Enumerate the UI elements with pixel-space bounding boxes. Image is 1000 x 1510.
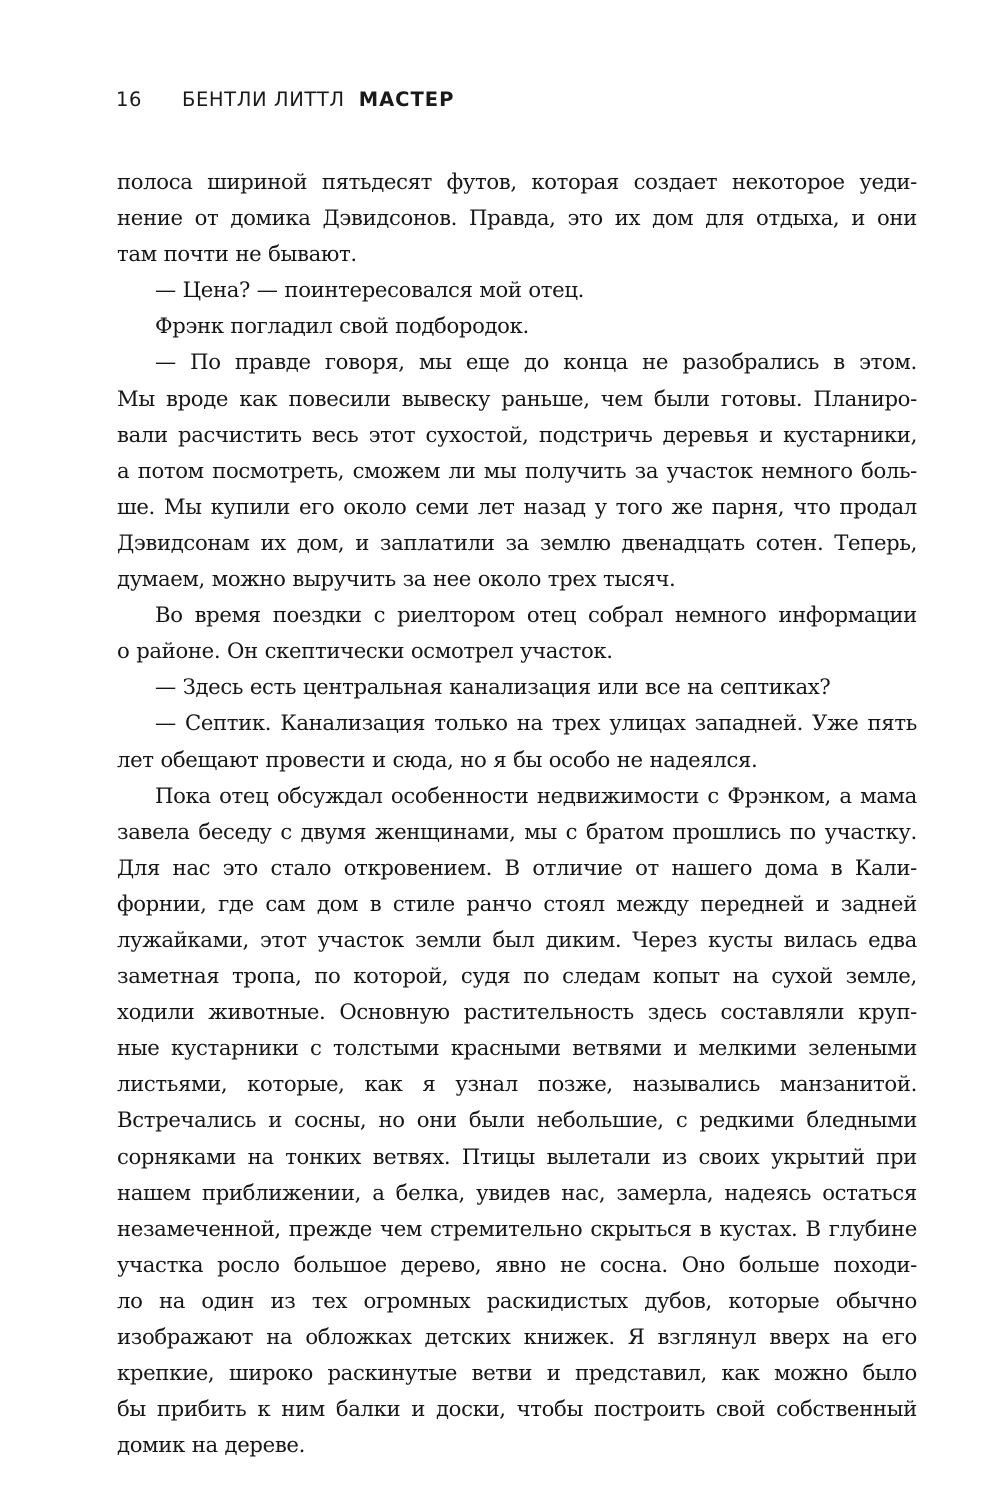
text-line: там почти не бывают. (117, 241, 357, 267)
text-line: нение от домика Дэвидсонов. Правда, это их дом для отдыха, и они (117, 205, 917, 231)
text-line: домик на дереве. (117, 1432, 305, 1458)
text-line: — По правде говоря, мы еще до конца не разобрались в этом. (155, 349, 917, 375)
text-line: лужайками, этот участок земли был диким. Через кусты вилась едва (117, 926, 917, 952)
text-line: — Здесь есть центральная канализация или все на септиках? (155, 674, 831, 700)
author-name: БЕНТЛИ ЛИТТЛ (182, 88, 345, 111)
text-line: бы прибить к ним балки и доски, чтобы построить свой собственный (117, 1396, 917, 1422)
page-number: 16 (116, 88, 143, 111)
text-line: Пока отец обсуждал особенности недвижимости с Фрэнком, а мама (155, 782, 917, 808)
text-line: ходили животные. Основную растительность здесь составляли круп- (117, 999, 917, 1025)
text-line: — Цена? — поинтересовался мой отец. (155, 277, 585, 303)
text-line: завела беседу с двумя женщинами, мы с братом прошлись по участку. (117, 818, 917, 844)
text-line: незамеченной, прежде чем стремительно скрыться в кустах. В глубине (117, 1215, 917, 1241)
text-line: крепкие, широко раскинутые ветви и представил, как можно было (117, 1360, 917, 1386)
text-line: — Септик. Канализация только на трех улицах западней. Уже пять (155, 710, 917, 736)
book-title: МАСТЕР (358, 88, 455, 111)
text-line: ло на один из тех огромных раскидистых дубов, которые обычно (117, 1287, 917, 1313)
text-line: Во время поездки с риелтором отец собрал немного информации (155, 602, 917, 628)
text-line: вали расчистить весь этот сухостой, подстричь деревья и кустарники, (117, 421, 917, 447)
text-line: ные кустарники с толстыми красными ветвями и мелкими зелеными (117, 1035, 917, 1061)
text-line: сорняками на тонких ветвях. Птицы вылетали из своих укрытий при (117, 1143, 917, 1169)
text-line: Мы вроде как повесили вывеску раньше, чем были готовы. Планиро- (117, 385, 917, 411)
text-line: форнии, где сам дом в стиле ранчо стоял между передней и задней (117, 890, 917, 916)
text-line: листьями, которые, как я узнал позже, назывались манзанитой. (117, 1071, 917, 1097)
text-line: Фрэнк погладил свой подбородок. (155, 313, 529, 339)
running-head (116, 88, 454, 122)
text-line: Встречались и сосны, но они были небольшие, с редкими бледными (117, 1107, 917, 1133)
text-line: участка росло большое дерево, явно не сосна. Оно больше походи- (117, 1251, 917, 1277)
text-line: думаем, можно выручить за нее около трех тысяч. (117, 566, 676, 592)
text-line: нашем приближении, а белка, увидев нас, замерла, надеясь остаться (117, 1179, 917, 1205)
text-line: о районе. Он скептически осмотрел участок. (117, 638, 613, 664)
text-line: Для нас это стало откровением. В отличие от нашего дома в Кали- (117, 854, 917, 880)
text-line: а потом посмотреть, сможем ли мы получить за участок немного боль- (117, 457, 917, 483)
text-line: ше. Мы купили его около семи лет назад у того же парня, что продал (117, 493, 917, 519)
text-line: заметная тропа, по которой, судя по следам копыт на сухой земле, (117, 963, 917, 989)
text-line: Дэвидсонам их дом, и заплатили за землю двенадцать сотен. Теперь, (117, 529, 917, 555)
body-text (117, 164, 917, 1463)
text-line: лет обещают провести и сюда, но я бы особо не надеялся. (117, 746, 758, 772)
text-line: полоса шириной пятьдесят футов, которая создает некоторое уеди- (117, 169, 917, 194)
text-line: изображают на обложках детских книжек. Я взглянул вверх на его (117, 1324, 917, 1349)
